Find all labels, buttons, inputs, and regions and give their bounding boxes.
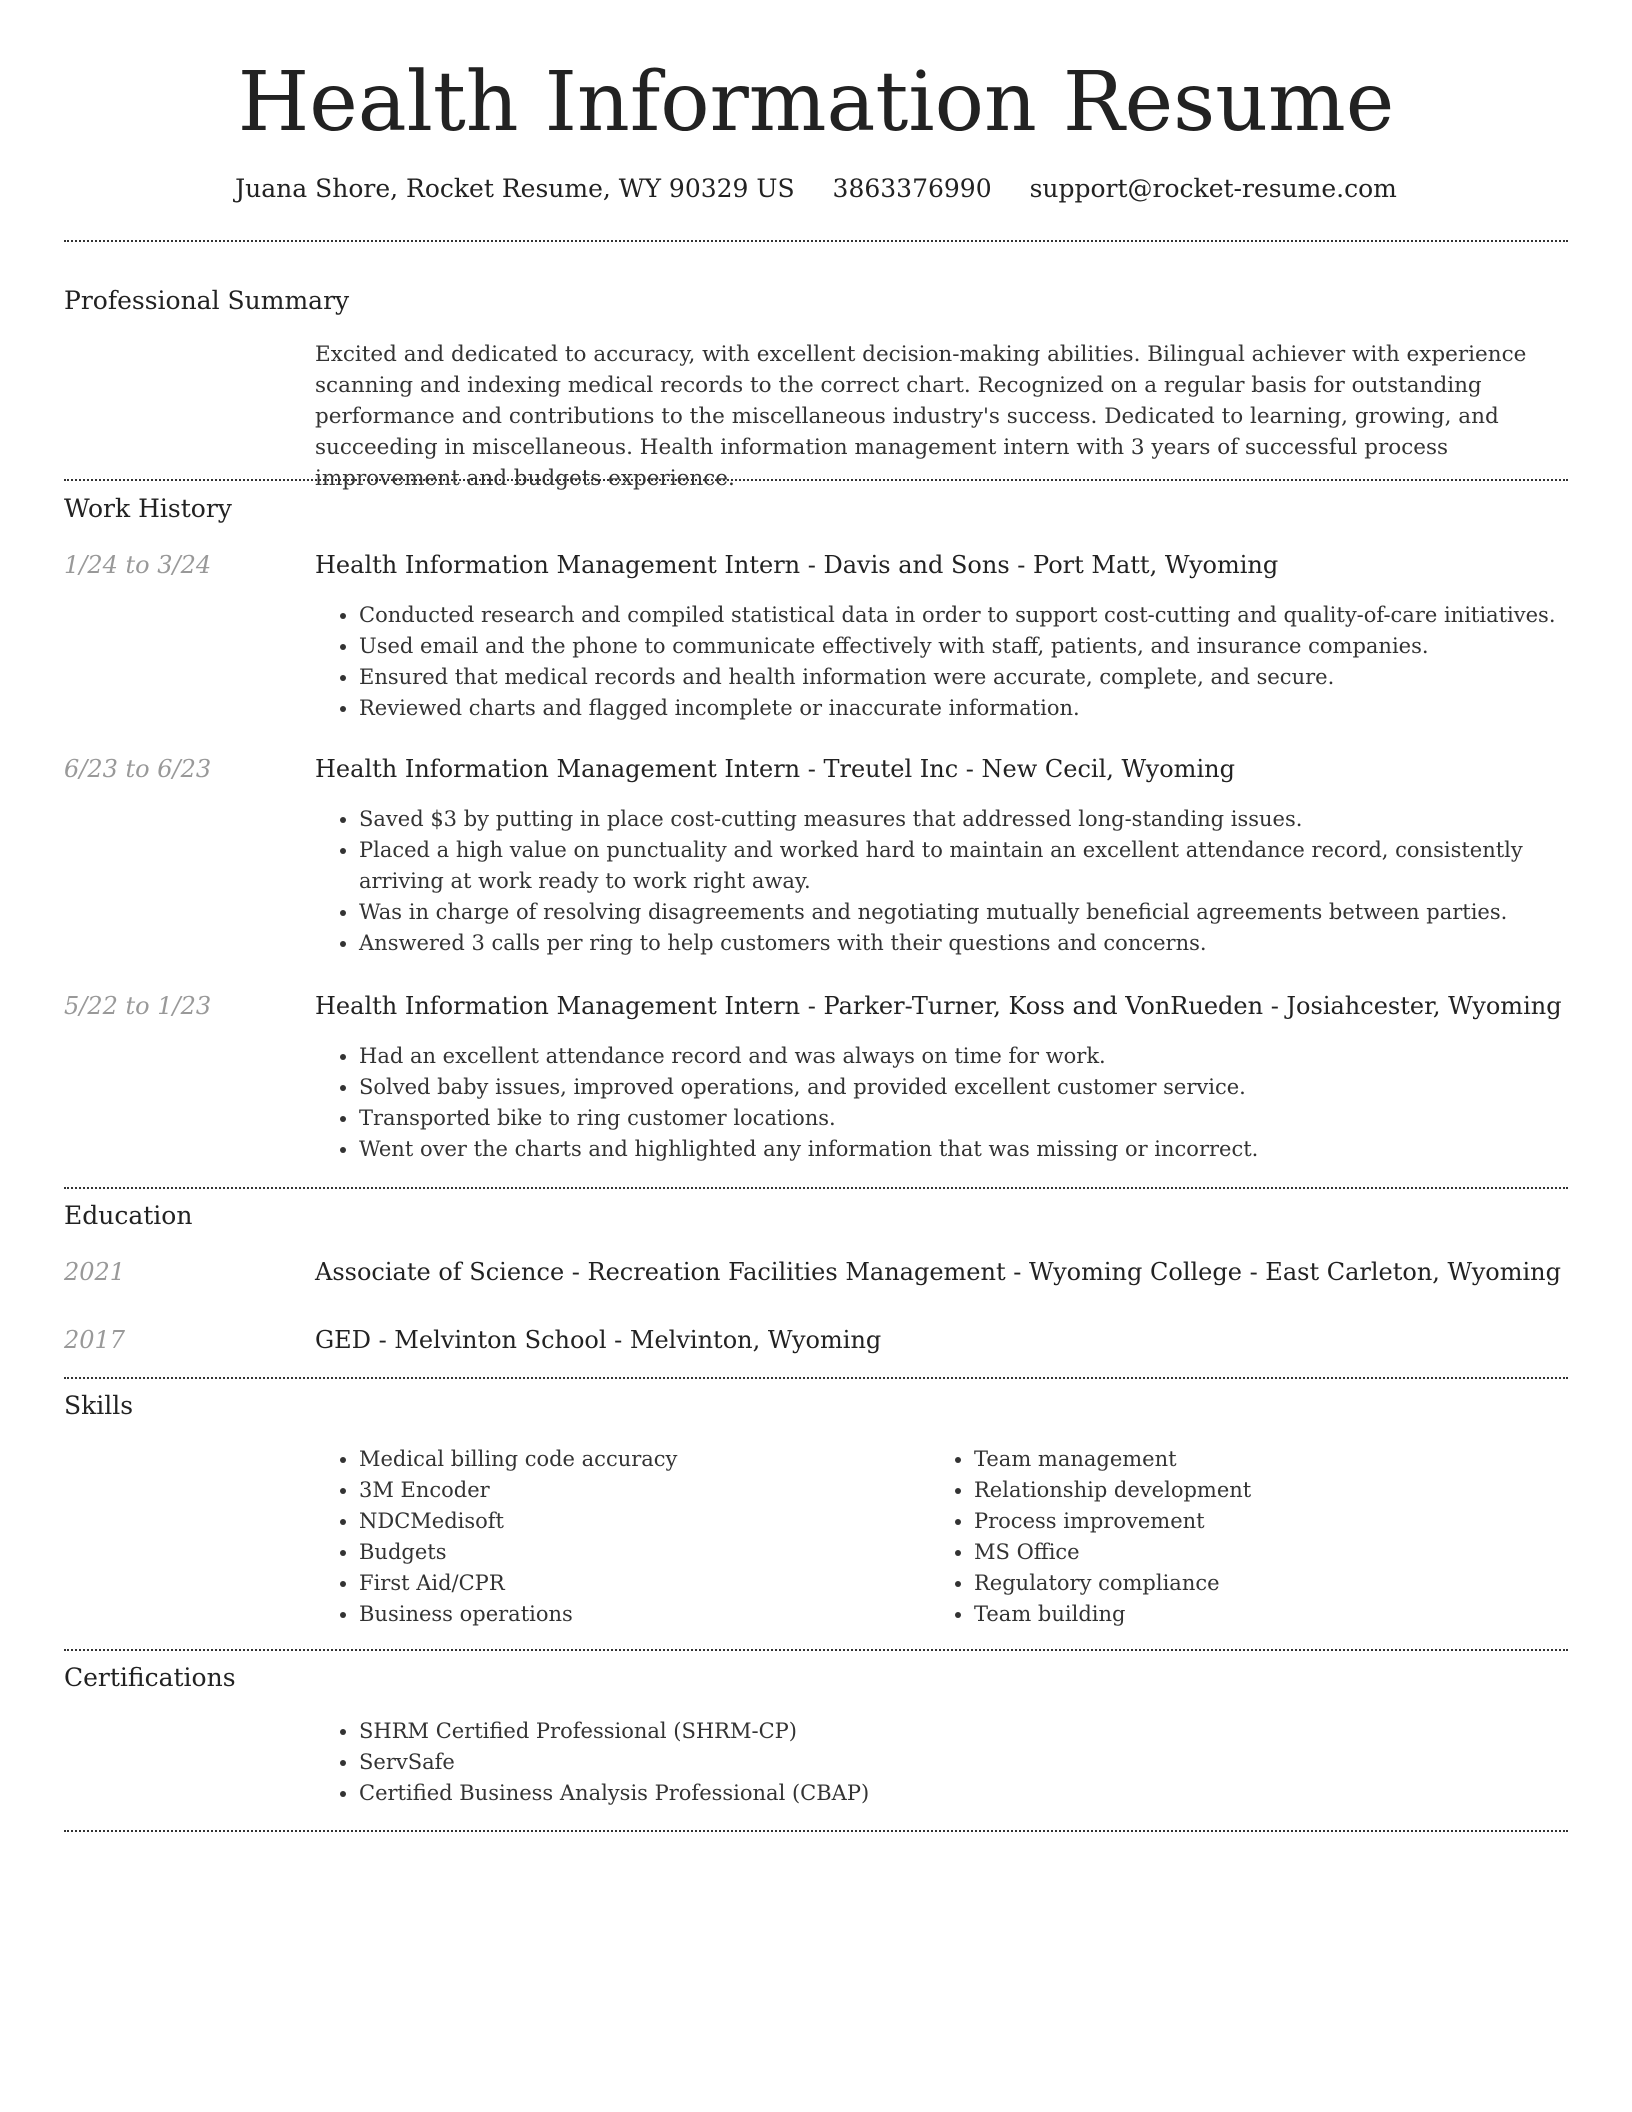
list-item: • Budgets (359, 1537, 919, 1568)
job-dates: 5/22 to 1/23 (64, 992, 212, 1020)
education-title: Associate of Science - Recreation Facilities Management - Wyoming College - East Carleton, Wyoming (315, 1258, 1561, 1286)
skills-list-left (315, 1444, 919, 1630)
education-year: 2021 (64, 1258, 126, 1286)
list-item: • ServSafe (359, 1747, 1569, 1778)
list-item: • 3M Encoder (359, 1475, 919, 1506)
list-item: • Regulatory compliance (974, 1568, 1534, 1599)
list-item: • Team management (974, 1444, 1534, 1475)
list-item: • Solved baby issues, improved operations, and provided excellent customer service. (359, 1072, 1569, 1103)
list-item: • Was in charge of resolving disagreements and negotiating mutually beneficial agreements between parties. (359, 897, 1569, 928)
divider (64, 1187, 1568, 1189)
list-item: • MS Office (974, 1537, 1534, 1568)
job-bullets (315, 600, 1569, 724)
divider (64, 240, 1568, 242)
education-title: GED - Melvinton School - Melvinton, Wyoming (315, 1326, 882, 1354)
contact-address: Juana Shore, Rocket Resume, WY 90329 US (235, 174, 795, 203)
section-title-skills: Skills (64, 1391, 134, 1420)
divider (64, 1830, 1568, 1832)
list-item: • Certified Business Analysis Professional (CBAP) (359, 1778, 1569, 1809)
list-item: • Saved $3 by putting in place cost-cutting measures that addressed long-standing issues. (359, 804, 1569, 835)
section-title-certifications: Certifications (64, 1663, 236, 1692)
list-item: • Business operations (359, 1599, 919, 1630)
certifications-list (315, 1716, 1569, 1809)
job-title: Health Information Management Intern - Parker-Turner, Koss and VonRueden - Josiahcester, Wyoming (315, 992, 1562, 1020)
contact-phone: 3863376990 (832, 174, 992, 203)
resume-title: Health Information Resume (237, 55, 1395, 150)
list-item: • Process improvement (974, 1506, 1534, 1537)
contact-line (64, 170, 1568, 208)
list-item: • Medical billing code accuracy (359, 1444, 919, 1475)
list-item: • Used email and the phone to communicate effectively with staff, patients, and insurance companies. (359, 631, 1569, 662)
section-title-summary: Professional Summary (64, 286, 350, 315)
list-item: • Conducted research and compiled statistical data in order to support cost-cutting and quality-of-care initiatives. (359, 600, 1569, 631)
job-title: Health Information Management Intern - Davis and Sons - Port Matt, Wyoming (315, 551, 1279, 579)
job-dates: 1/24 to 3/24 (64, 551, 212, 579)
list-item: • Team building (974, 1599, 1534, 1630)
skills-list-right (930, 1444, 1534, 1630)
divider (64, 479, 1568, 481)
list-item: • SHRM Certified Professional (SHRM-CP) (359, 1716, 1569, 1747)
section-title-education: Education (64, 1201, 193, 1230)
contact-email: support@rocket-resume.com (1029, 174, 1397, 203)
summary-text: Excited and dedicated to accuracy, with excellent decision-making abilities. Bilingual achiever with experience scanning and indexing medical records to the correct chart. Recognized on a regular basis for outstanding performance and contributions to the miscellaneous industry's success. Dedicated to learning, growing, and succeeding in miscellaneous. Health information management intern with 3 years of successful process improvement and budgets experience. (315, 342, 1527, 491)
list-item: • Had an excellent attendance record and was always on time for work. (359, 1041, 1569, 1072)
list-item: • Ensured that medical records and health information were accurate, complete, and secure. (359, 662, 1569, 693)
divider (64, 1649, 1568, 1651)
section-title-work-history: Work History (64, 494, 232, 523)
job-bullets (315, 1041, 1569, 1165)
list-item: • First Aid/CPR (359, 1568, 919, 1599)
divider (64, 1377, 1568, 1379)
job-bullets (315, 804, 1569, 959)
list-item: • Transported bike to ring customer locations. (359, 1103, 1569, 1134)
list-item: • Relationship development (974, 1475, 1534, 1506)
education-year: 2017 (64, 1326, 126, 1354)
list-item: • NDCMedisoft (359, 1506, 919, 1537)
list-item: • Placed a high value on punctuality and worked hard to maintain an excellent attendance record, consistently arriving at work ready to work right away. (359, 835, 1569, 897)
list-item: • Reviewed charts and flagged incomplete or inaccurate information. (359, 693, 1569, 724)
list-item: • Went over the charts and highlighted any information that was missing or incorrect. (359, 1134, 1569, 1165)
job-title: Health Information Management Intern - Treutel Inc - New Cecil, Wyoming (315, 755, 1235, 783)
job-dates: 6/23 to 6/23 (64, 755, 212, 783)
list-item: • Answered 3 calls per ring to help customers with their questions and concerns. (359, 928, 1569, 959)
